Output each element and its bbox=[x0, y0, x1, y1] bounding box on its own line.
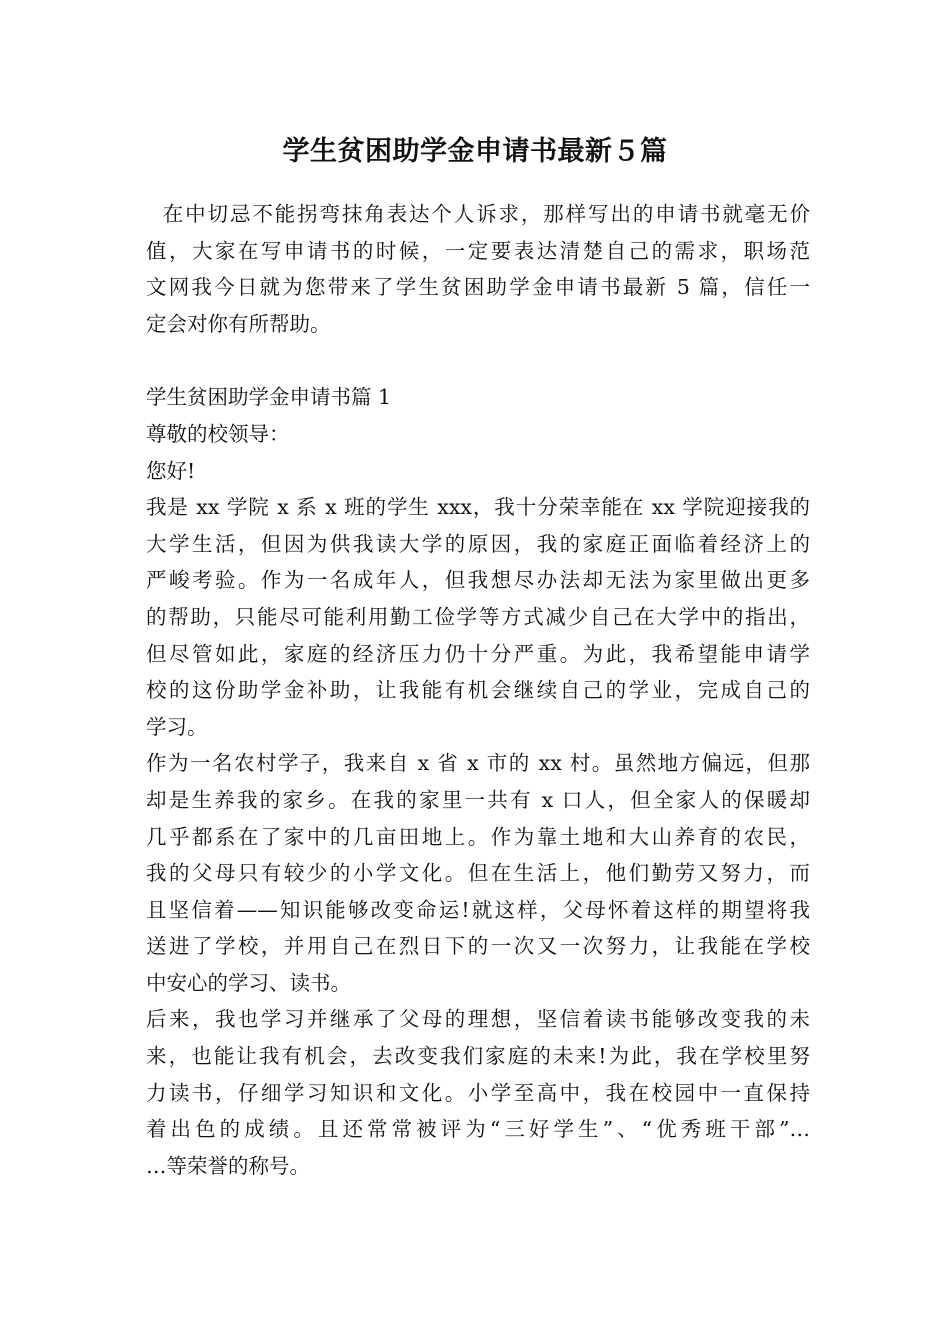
paragraph3-line: 来，也能让我有机会，去改变我们家庭的未来!为此，我在学校里努 bbox=[146, 1044, 810, 1069]
section-heading: 学生贫困助学金申请书篇 1 bbox=[146, 385, 392, 410]
paragraph3-line: 后来，我也学习并继承了父母的理想，坚信着读书能够改变我的未 bbox=[146, 1007, 810, 1032]
paragraph2-line: 作为一名农村学子，我来自 x 省 x 市的 xx 村。虽然地方偏远，但那 bbox=[146, 751, 810, 776]
paragraph1-line: 我是 xx 学院 x 系 x 班的学生 xxx，我十分荣幸能在 xx 学院迎接我的 bbox=[146, 495, 810, 520]
paragraph1-line: 大学生活，但因为供我读大学的原因，我的家庭正面临着经济上的 bbox=[146, 531, 810, 556]
paragraph1-line: 校的这份助学金补助，让我能有机会继续自己的学业，完成自己的 bbox=[146, 678, 810, 703]
paragraph2-line: 我的父母只有较少的小学文化。但在生活上，他们勤劳又努力，而 bbox=[146, 861, 810, 886]
greeting: 您好! bbox=[146, 458, 196, 483]
paragraph2-line: 却是生养我的家乡。在我的家里一共有 x 口人，但全家人的保暖却 bbox=[146, 787, 810, 812]
intro-line: 定会对你有所帮助。 bbox=[146, 311, 331, 336]
paragraph-spacer bbox=[146, 342, 810, 379]
paragraph2-line: 中安心的学习、读书。 bbox=[146, 970, 351, 995]
paragraph3-line: 着出色的成绩。且还常常被评为“三好学生”、“优秀班干部”… bbox=[146, 1117, 810, 1142]
paragraph2-line: 送进了学校，并用自己在烈日下的一次又一次努力，让我能在学校 bbox=[146, 934, 810, 959]
paragraph3-line: 力读书，仔细学习知识和文化。小学至高中，我在校园中一直保持 bbox=[146, 1080, 810, 1105]
paragraph1-line: 学习。 bbox=[146, 714, 208, 739]
paragraph1-line: 的帮助，只能尽可能利用勤工俭学等方式减少自己在大学中的指出， bbox=[146, 604, 810, 629]
paragraph2-line: 且坚信着——知识能够改变命运!就这样，父母怀着这样的期望将我 bbox=[146, 897, 810, 922]
salutation: 尊敬的校领导： bbox=[146, 421, 290, 446]
paragraph3-line: …等荣誉的称号。 bbox=[146, 1153, 310, 1178]
document-title: 学生贫困助学金申请书最新５篇 bbox=[282, 136, 668, 167]
paragraph1-line: 但尽管如此，家庭的经济压力仍十分严重。为此，我希望能申请学 bbox=[146, 641, 810, 666]
intro-line: 文网我今日就为您带来了学生贫困助学金申请书最新 5 篇，信任一 bbox=[146, 275, 810, 300]
intro-line: 在中切忌不能拐弯抹角表达个人诉求，那样写出的申请书就毫无价 bbox=[146, 202, 810, 226]
paragraph1-line: 严峻考验。作为一名成年人，但我想尽办法却无法为家里做出更多 bbox=[146, 568, 810, 593]
paragraph2-line: 几乎都系在了家中的几亩田地上。作为靠土地和大山养育的农民， bbox=[146, 824, 810, 849]
intro-line: 值，大家在写申请书的时候，一定要表达清楚自己的需求，职场范 bbox=[146, 238, 810, 263]
document-body bbox=[146, 196, 810, 1184]
